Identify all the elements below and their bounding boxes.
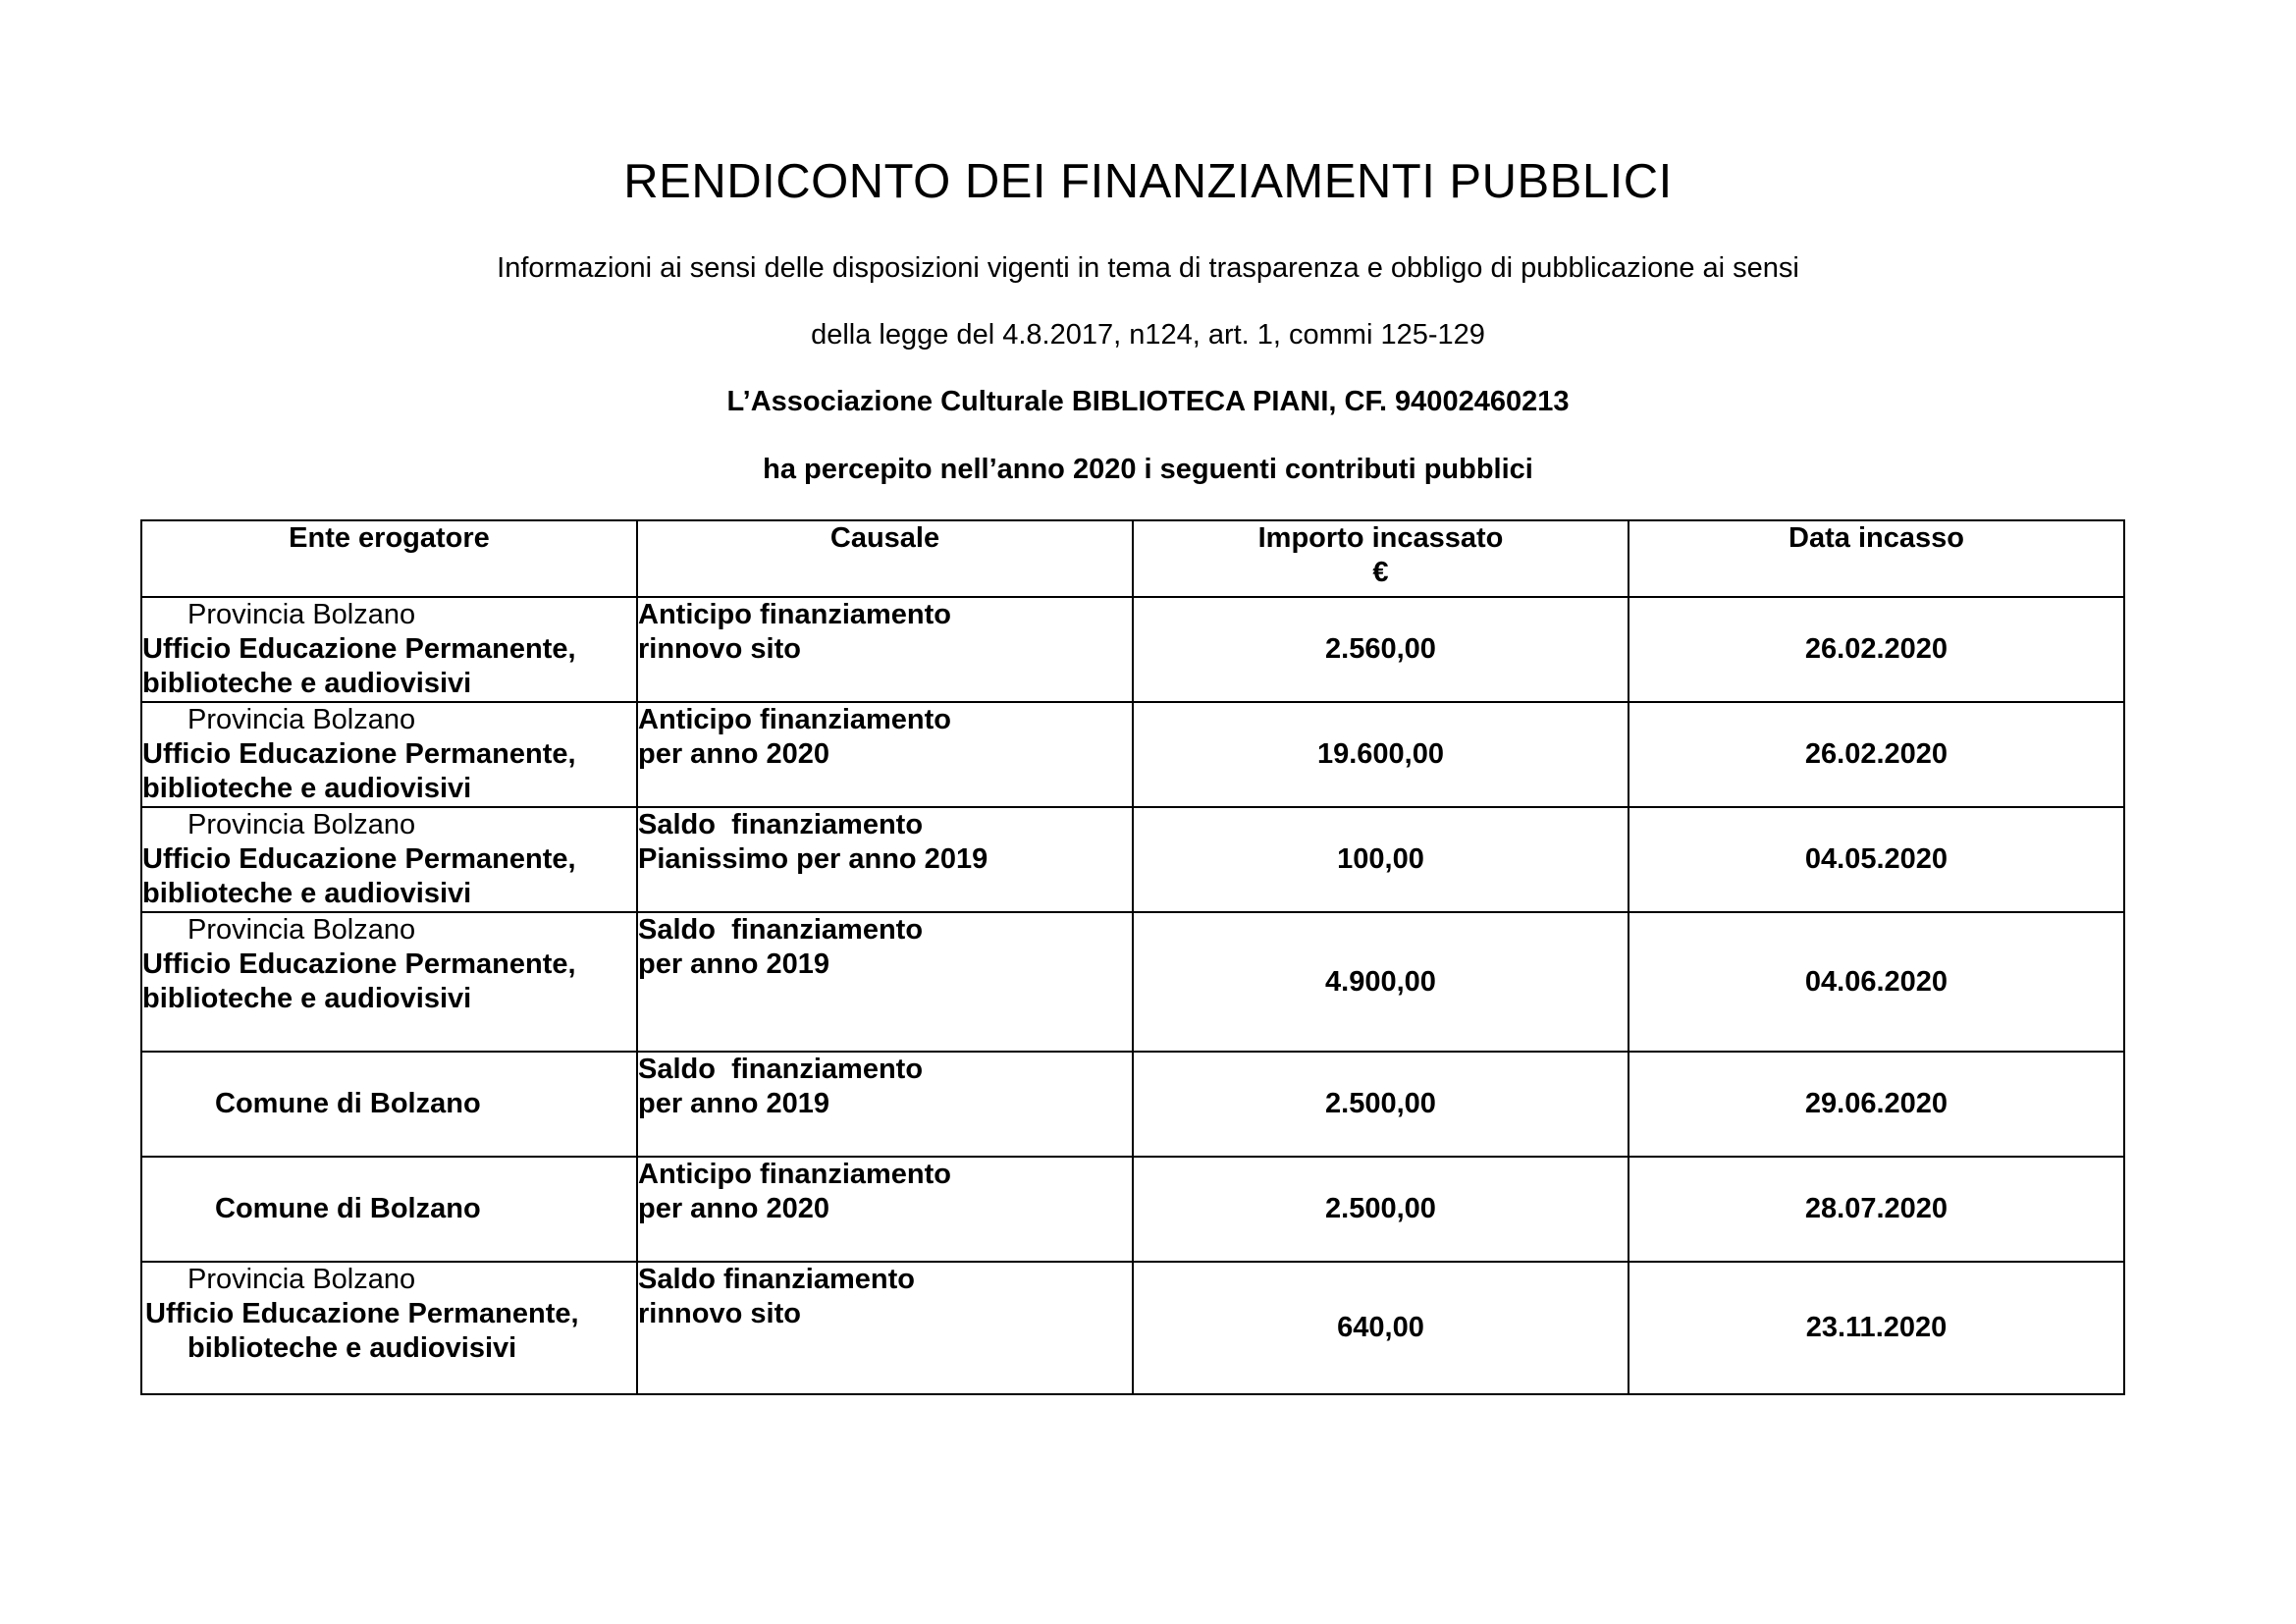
header-importo-unit: € <box>1372 557 1389 588</box>
causale-line-1: Saldo finanziamento <box>638 1264 915 1295</box>
table-row <box>141 1052 2124 1157</box>
data-cell: 29.06.2020 <box>1629 1052 2124 1157</box>
importo-cell: 2.560,00 <box>1133 597 1629 702</box>
ente-cell <box>141 1262 637 1394</box>
ente-line-2: Ufficio Educazione Permanente, <box>145 1298 579 1329</box>
association-line: L’Associazione Culturale BIBLIOTECA PIANI, CF. 94002460213 <box>726 386 1570 417</box>
causale-line-2: rinnovo sito <box>638 1298 801 1329</box>
causale-line-1: Anticipo finanziamento <box>638 599 951 630</box>
ente-line-2: Ufficio Educazione Permanente, <box>142 738 576 770</box>
ente-line-1: Provincia Bolzano <box>187 599 416 630</box>
ente-line-3: biblioteche e audiovisivi <box>142 983 472 1014</box>
ente-line-2: Ufficio Educazione Permanente, <box>142 948 576 980</box>
causale-cell <box>637 1262 1133 1394</box>
causale-line-2: per anno 2020 <box>638 1193 830 1224</box>
ente-line-1: Provincia Bolzano <box>187 1264 416 1295</box>
data-cell: 04.05.2020 <box>1629 807 2124 912</box>
table-row <box>141 807 2124 912</box>
ente-cell: Comune di Bolzano <box>141 1052 637 1157</box>
data-cell: 26.02.2020 <box>1629 702 2124 807</box>
ente-cell <box>141 597 637 702</box>
ente-line-1: Provincia Bolzano <box>187 809 416 840</box>
table-row <box>141 912 2124 1052</box>
table-row <box>141 702 2124 807</box>
table-header-row <box>141 520 2124 597</box>
header-ente-erogatore: Ente erogatore <box>141 520 637 597</box>
data-cell: 26.02.2020 <box>1629 597 2124 702</box>
ente-line-3: biblioteche e audiovisivi <box>187 1332 517 1364</box>
causale-line-2: rinnovo sito <box>638 633 801 665</box>
importo-cell: 2.500,00 <box>1133 1157 1629 1262</box>
causale-cell <box>637 597 1133 702</box>
ente-line-3: biblioteche e audiovisivi <box>142 668 472 699</box>
ente-line-1: Provincia Bolzano <box>187 704 416 735</box>
table-row <box>141 597 2124 702</box>
causale-line-1: Saldo finanziamento <box>638 1054 924 1085</box>
intro-line-2: della legge del 4.8.2017, n124, art. 1, commi 125-129 <box>811 319 1485 351</box>
data-cell: 04.06.2020 <box>1629 912 2124 1052</box>
ente-line-1: Provincia Bolzano <box>187 914 416 946</box>
ente-cell <box>141 702 637 807</box>
received-line: ha percepito nell’anno 2020 i seguenti contributi pubblici <box>763 454 1533 485</box>
header-data-incasso: Data incasso <box>1629 520 2124 597</box>
causale-line-2: per anno 2019 <box>638 948 830 980</box>
causale-line-1: Saldo finanziamento <box>638 914 924 946</box>
causale-cell <box>637 702 1133 807</box>
importo-cell: 4.900,00 <box>1133 912 1629 1052</box>
document-title: RENDICONTO DEI FINANZIAMENTI PUBBLICI <box>623 155 1673 208</box>
causale-line-1: Saldo finanziamento <box>638 809 924 840</box>
table-row <box>141 1262 2124 1394</box>
causale-cell <box>637 912 1133 1052</box>
financing-table <box>140 519 2125 1395</box>
ente-line-3: biblioteche e audiovisivi <box>142 878 472 909</box>
causale-cell <box>637 1052 1133 1157</box>
importo-cell: 100,00 <box>1133 807 1629 912</box>
causale-cell <box>637 807 1133 912</box>
causale-cell <box>637 1157 1133 1262</box>
ente-cell <box>141 912 637 1052</box>
causale-line-1: Anticipo finanziamento <box>638 704 951 735</box>
ente-cell: Comune di Bolzano <box>141 1157 637 1262</box>
causale-line-2: per anno 2020 <box>638 738 830 770</box>
causale-line-1: Anticipo finanziamento <box>638 1159 951 1190</box>
header-importo-incassato <box>1133 520 1629 597</box>
causale-line-2: Pianissimo per anno 2019 <box>638 843 988 875</box>
ente-cell <box>141 807 637 912</box>
intro-line-1: Informazioni ai sensi delle disposizioni vigenti in tema di trasparenza e obbligo di pubblicazione ai sensi <box>497 252 1799 284</box>
data-cell: 28.07.2020 <box>1629 1157 2124 1262</box>
causale-line-2: per anno 2019 <box>638 1088 830 1119</box>
data-cell: 23.11.2020 <box>1629 1262 2124 1394</box>
header-importo-label: Importo incassato <box>1257 522 1504 554</box>
importo-cell: 19.600,00 <box>1133 702 1629 807</box>
ente-line-2: Ufficio Educazione Permanente, <box>142 843 576 875</box>
importo-cell: 2.500,00 <box>1133 1052 1629 1157</box>
importo-cell: 640,00 <box>1133 1262 1629 1394</box>
ente-line-3: biblioteche e audiovisivi <box>142 773 472 804</box>
table-row <box>141 1157 2124 1262</box>
header-causale: Causale <box>637 520 1133 597</box>
ente-line-2: Ufficio Educazione Permanente, <box>142 633 576 665</box>
